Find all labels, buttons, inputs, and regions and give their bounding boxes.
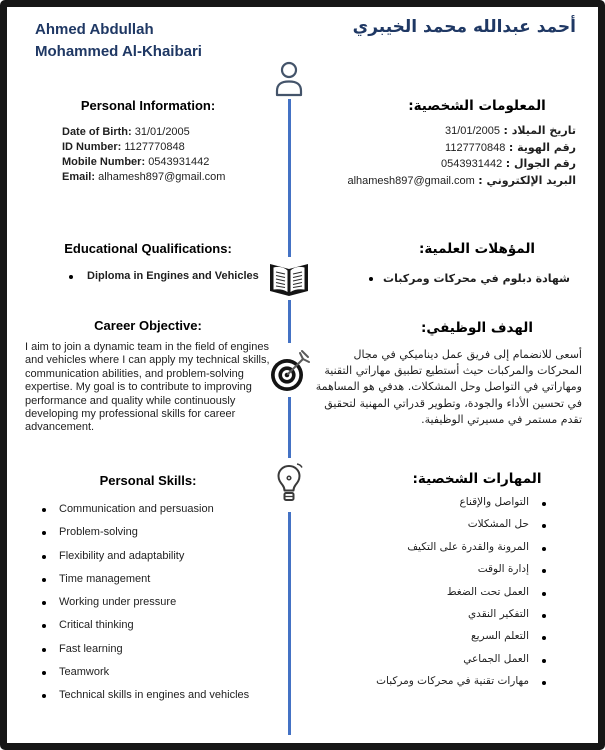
skill-item — [376, 518, 546, 540]
bullet-dot — [69, 275, 73, 279]
field-value: 1127770848 — [124, 141, 185, 153]
skill-item — [376, 653, 546, 675]
skill-text: العمل تحت الضغط — [446, 585, 529, 598]
skill-text: التواصل والإقناع — [459, 496, 529, 508]
bullet-dot — [542, 614, 546, 618]
education-item — [69, 270, 259, 282]
bullet-dot — [42, 624, 46, 628]
personal-skills-list — [42, 503, 249, 713]
skill-text: Flexibility and adaptability — [59, 549, 185, 562]
field-label: رقم الهوية : — [508, 140, 576, 154]
field-label: تاريخ الميلاد : — [503, 124, 576, 137]
personal-information-fields-ar — [347, 123, 576, 189]
career-objective-paragraph-ar: أسعى للانضمام إلى فريق عمل ديناميكي في مجال المحركات والمركبات حيث أستطيع تطبيق مهاراتي التقنية ومهاراتي في التواصل وحل المشكلات. هدفي هو المساهمة في تحسين الأداء والجودة، وتطوير قدراتي المهنية لتحقيق تقدم مستمر في مسيرتي الوظيفية. — [315, 348, 582, 426]
bullet-dot — [542, 659, 546, 663]
skill-item — [376, 496, 546, 518]
field-mobile-number-ar — [347, 156, 576, 173]
section-title-career-objective-ar: الهدف الوظيفي: — [421, 320, 533, 336]
skill-item — [376, 675, 546, 697]
bullet-dot — [42, 648, 46, 652]
skill-text: العمل الجماعي — [463, 652, 529, 665]
field-value: 31/01/2005 — [444, 125, 501, 137]
person-icon — [270, 59, 308, 99]
candidate-name-english — [35, 19, 275, 63]
skill-item — [376, 630, 546, 652]
skill-item — [42, 666, 249, 689]
skill-text: حل المشكلات — [467, 518, 529, 531]
skill-text: Working under pressure — [59, 596, 177, 609]
skill-text: Problem-solving — [59, 526, 138, 539]
bullet-dot — [369, 277, 373, 281]
timeline-line — [288, 397, 291, 458]
skill-item — [376, 608, 546, 630]
bullet-dot — [542, 502, 546, 506]
skill-item — [42, 619, 249, 642]
skill-text: Critical thinking — [59, 619, 134, 632]
field-id-number — [62, 140, 225, 155]
field-value: 31/01/2005 — [134, 126, 190, 138]
bullet-dot — [542, 592, 546, 596]
section-title-personal-skills: Personal Skills: — [99, 473, 197, 488]
skill-text: Technical skills in engines and vehicles — [59, 689, 250, 702]
field-label: Date of Birth: — [62, 126, 132, 138]
field-date-of-birth-ar — [347, 123, 576, 140]
bullet-dot — [542, 681, 546, 685]
bullet-dot — [42, 601, 46, 605]
candidate-name-arabic: أحمد عبدالله محمد الخيبري — [352, 17, 576, 37]
bullet-dot — [542, 524, 546, 528]
field-label: ID Number: — [62, 141, 122, 153]
timeline-line — [288, 99, 291, 257]
field-id-number-ar — [347, 140, 576, 157]
education-item-text: Diploma in Engines and Vehicles — [87, 270, 259, 282]
skill-item — [42, 526, 249, 549]
skill-text: المرونة والقدرة على التكيف — [407, 540, 529, 553]
skill-text: إدارة الوقت — [477, 563, 529, 576]
field-email — [62, 170, 225, 185]
open-book-icon — [267, 259, 311, 299]
section-title-career-objective: Career Objective: — [94, 318, 202, 333]
bullet-dot — [42, 694, 46, 698]
personal-skills-list-ar — [376, 496, 546, 698]
skill-item — [42, 596, 249, 619]
field-label: رقم الجوال : — [505, 157, 576, 170]
section-title-personal-information: Personal Information: — [80, 98, 216, 113]
skill-text: التعلم السريع — [471, 630, 529, 643]
timeline-line — [288, 300, 291, 343]
skill-text: Time management — [59, 572, 151, 585]
skill-item — [376, 541, 546, 563]
skill-item — [42, 550, 249, 573]
field-label: Mobile Number: — [62, 156, 146, 168]
skill-item — [42, 643, 249, 666]
skill-item — [42, 689, 249, 712]
field-label: البريد الإلكتروني : — [478, 173, 576, 187]
name-en-line1: Ahmed Abdullah — [35, 21, 154, 38]
section-title-personal-skills-ar: المهارات الشخصية: — [412, 471, 542, 487]
bullet-dot — [542, 636, 546, 640]
field-email-ar — [347, 173, 576, 190]
timeline-line — [288, 512, 291, 735]
field-value: alhamesh897@gmail.com — [98, 171, 226, 183]
skill-item — [376, 586, 546, 608]
bullet-dot — [42, 671, 46, 675]
education-item-text: شهادة دبلوم في محركات ومركبات — [383, 272, 570, 285]
name-en-line2: Mohammed Al-Khaibari — [35, 43, 202, 60]
skill-text: Fast learning — [59, 642, 123, 655]
field-value: 0543931442 — [148, 156, 210, 168]
section-title-personal-information-ar: المعلومات الشخصية: — [408, 98, 546, 114]
skill-text: Communication and persuasion — [59, 503, 214, 515]
lightbulb-icon — [273, 459, 305, 511]
skill-text: Teamwork — [59, 666, 110, 679]
section-title-educational-qualifications-ar: المؤهلات العلمية: — [418, 241, 536, 257]
education-item-ar — [369, 272, 570, 285]
skill-text: التفكير النقدي — [467, 607, 529, 620]
career-objective-paragraph: I aim to join a dynamic team in the field of engines and vehicles where I can apply my technical skills, communication abilities, and problem-solving expertise. My goal is to contribute to improving performance and quality while continuously developing my professional skills for career advancement. — [25, 341, 270, 434]
field-date-of-birth — [62, 125, 225, 140]
skill-item — [42, 503, 249, 526]
section-title-educational-qualifications: Educational Qualifications: — [64, 241, 232, 256]
field-label: Email: — [62, 171, 96, 183]
bullet-dot — [542, 547, 546, 551]
bullet-dot — [42, 531, 46, 535]
skill-item — [376, 563, 546, 585]
bullet-dot — [42, 578, 46, 582]
bullet-dot — [42, 508, 46, 512]
field-value: alhamesh897@gmail.com — [347, 174, 475, 187]
personal-information-fields — [62, 125, 225, 185]
field-mobile-number — [62, 155, 225, 170]
field-value: 0543931442 — [441, 158, 503, 170]
bullet-dot — [42, 555, 46, 559]
skill-item — [42, 573, 249, 596]
bullet-dot — [542, 569, 546, 573]
skill-text: مهارات تقنية في محركات ومركبات — [376, 675, 529, 688]
field-value: 1127770848 — [445, 141, 506, 154]
